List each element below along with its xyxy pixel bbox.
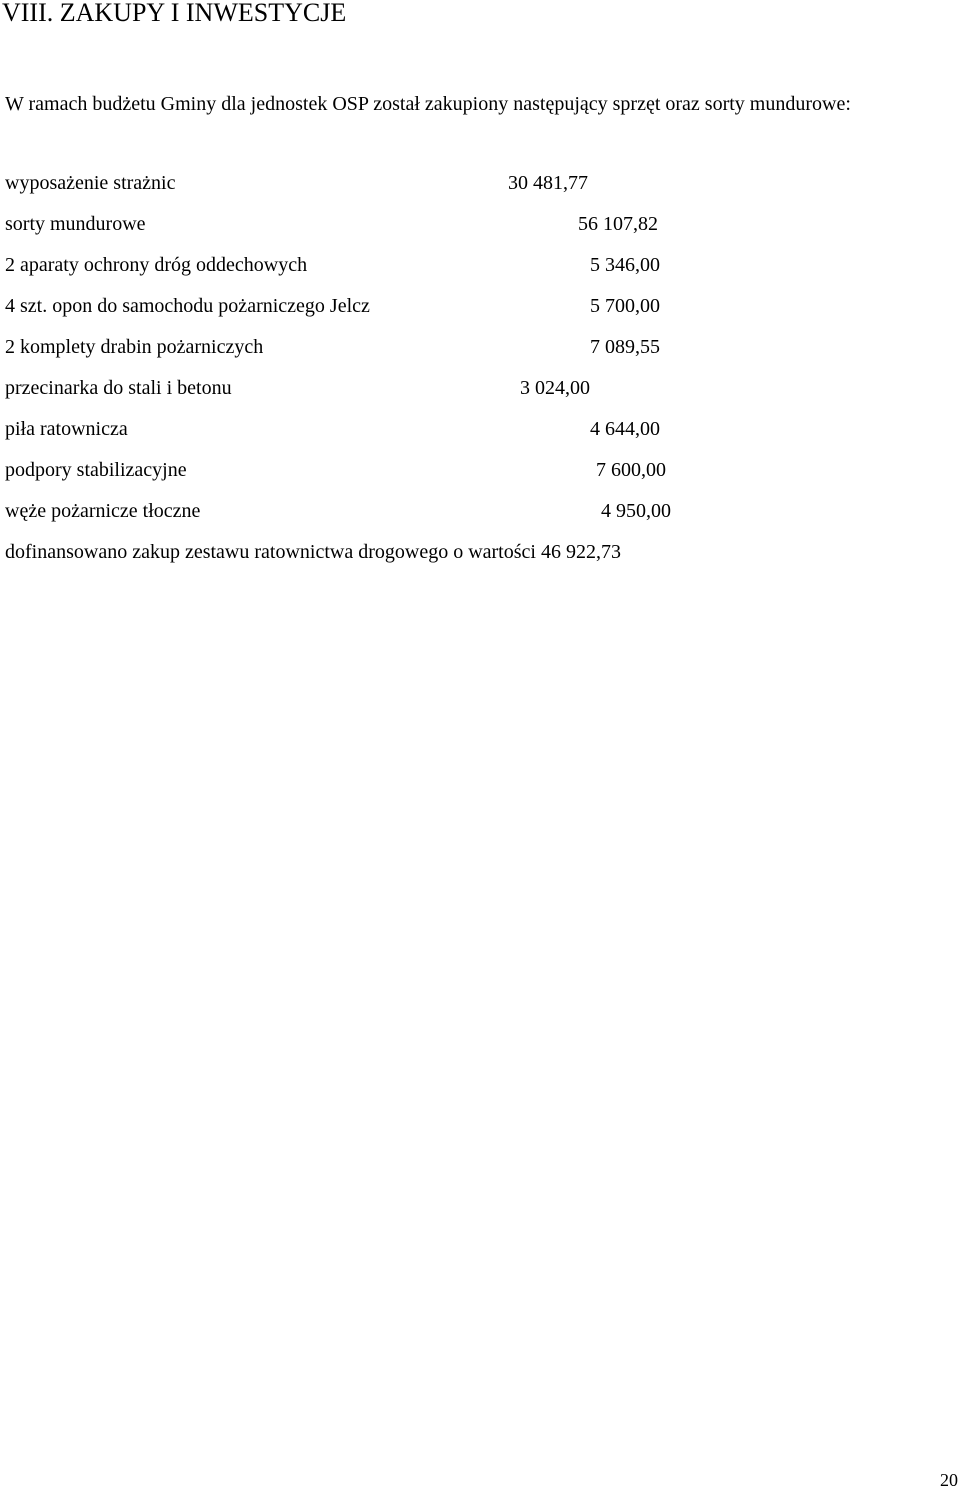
purchase-item-label: 4 szt. opon do samochodu pożarniczego Jelcz <box>5 295 370 317</box>
closing-statement: dofinansowano zakup zestawu ratownictwa drogowego o wartości 46 922,73 <box>5 541 621 563</box>
purchase-item-label: przecinarka do stali i betonu <box>5 377 232 399</box>
purchase-item-label: podpory stabilizacyjne <box>5 459 187 481</box>
purchase-item-label: sorty mundurowe <box>5 213 146 235</box>
purchase-item-amount: 30 481,77 <box>508 172 588 194</box>
purchase-item-label: 2 komplety drabin pożarniczych <box>5 336 264 358</box>
purchase-item-amount: 5 700,00 <box>590 295 660 317</box>
purchase-item-amount: 4 950,00 <box>601 500 671 522</box>
page-number: 20 <box>940 1470 958 1490</box>
purchase-item-amount: 56 107,82 <box>578 213 658 235</box>
purchase-item-label: 2 aparaty ochrony dróg oddechowych <box>5 254 308 276</box>
purchase-item-amount: 7 600,00 <box>596 459 666 481</box>
intro-paragraph: W ramach budżetu Gminy dla jednostek OSP został zakupiony następujący sprzęt oraz sorty mundurowe: <box>5 93 851 115</box>
purchase-item-amount: 3 024,00 <box>520 377 590 399</box>
purchase-item-label: piła ratownicza <box>5 418 128 440</box>
section-heading: VIII. ZAKUPY I INWESTYCJE <box>2 0 347 27</box>
purchase-item-label: węże pożarnicze tłoczne <box>5 500 201 522</box>
purchase-item-amount: 7 089,55 <box>590 336 660 358</box>
purchase-item-amount: 5 346,00 <box>590 254 660 276</box>
purchase-item-amount: 4 644,00 <box>590 418 660 440</box>
purchase-item-label: wyposażenie strażnic <box>5 172 176 194</box>
